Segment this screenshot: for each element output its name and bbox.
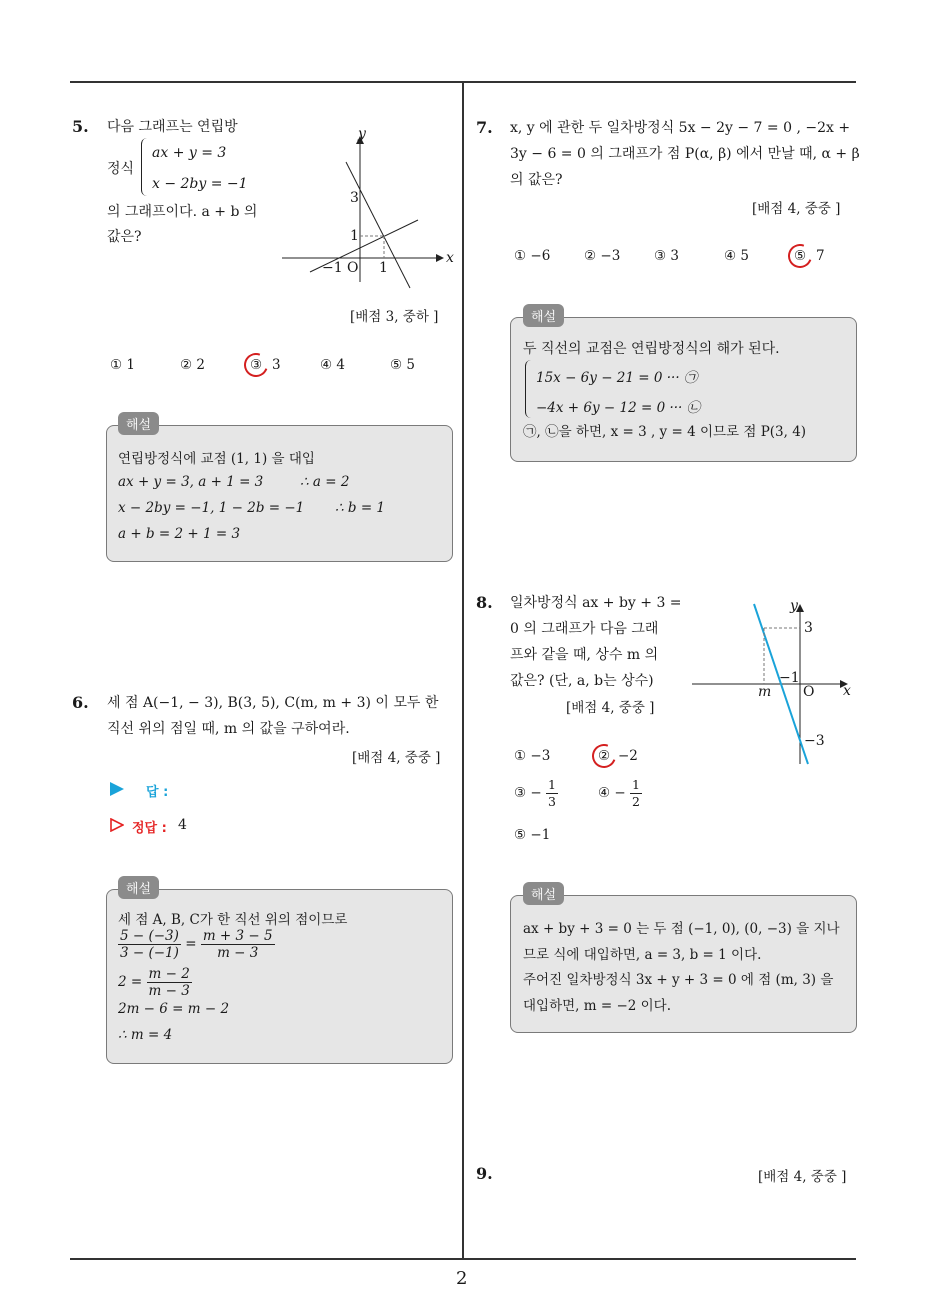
- q8-choice-3[interactable]: ③ − $\frac{1}{3}$: [514, 777, 556, 809]
- question-7-number: 7.: [476, 118, 493, 137]
- q5-graph-x-label: x: [446, 250, 454, 266]
- q5-graph-tick-1y: 1: [350, 228, 359, 244]
- q6-correct-value: 4: [178, 817, 187, 833]
- q8-line4: 값은? (단, a, b는 상수): [510, 673, 654, 689]
- q8-choice-2-mark[interactable]: ②: [598, 748, 611, 764]
- q8-score: [배점 4, 중중 ]: [566, 700, 655, 716]
- q5-graph-tick-1x: 1: [379, 260, 388, 276]
- q6-sol-fraction-1: $\frac{5 - (-3)}{3 - (-1)}$: [120, 928, 179, 961]
- q8-graph-tick-m: m: [758, 684, 772, 700]
- q7-choice-2[interactable]: ② −3: [584, 248, 621, 264]
- q8-line1: 일차방정식 ax + by + 3 =: [510, 595, 682, 611]
- column-divider: [462, 82, 464, 1260]
- q5-line4: 값은?: [107, 229, 142, 245]
- question-6-number: 6.: [72, 693, 89, 712]
- q5-sol-line2: ax + y = 3, a + 1 = 3: [118, 474, 264, 490]
- q6-correct-label: 정답 :: [132, 821, 167, 836]
- q5-graph-y-label: y: [358, 126, 366, 142]
- q8-line3: 프와 같을 때, 상수 m 의: [510, 647, 659, 663]
- q8-choices: [514, 748, 714, 848]
- question-8-number: 8.: [476, 593, 493, 612]
- q6-sol-line4: 2m − 6 = m − 2: [118, 1001, 230, 1017]
- q7-sol-eq2: −4x + 6y − 12 = 0 ··· ㉡: [536, 400, 701, 416]
- q6-score: [배점 4, 중중 ]: [352, 750, 441, 766]
- q7-score: [배점 4, 중중 ]: [752, 201, 841, 217]
- q6-sol-line5: ∴ m = 4: [118, 1027, 173, 1043]
- q5-line1: 다음 그래프는 연립방: [107, 119, 238, 135]
- q7-line3: 의 값은?: [510, 172, 563, 188]
- page-number: 2: [456, 1268, 468, 1289]
- q8-graph: [690, 598, 860, 768]
- q5-eq1: ax + y = 3: [152, 145, 227, 161]
- q8-choice-4[interactable]: ④ − $\frac{1}{2}$: [598, 777, 640, 809]
- q5-sol-line2b: ∴ a = 2: [300, 474, 350, 490]
- q6-sol-fraction-2: $\frac{m + 3 - 5}{m - 3}$: [202, 928, 273, 961]
- q6-sol-line3: 2 = $\frac{m - 2}{m - 3}$: [118, 966, 190, 999]
- q6-sol-fraction-3: $\frac{m - 2}{m - 3}$: [148, 966, 190, 999]
- q5-choice-3-value: 3: [272, 357, 281, 373]
- q7-line2: 3y − 6 = 0 의 그래프가 점 P(α, β) 에서 만날 때, α + β: [510, 146, 860, 162]
- question-5-number: 5.: [72, 117, 89, 136]
- q5-sol-line3b: ∴ b = 1: [335, 500, 386, 516]
- q8-graph-origin: O: [803, 684, 815, 700]
- q7-sol-line1: 두 직선의 교점은 연립방정식의 해가 된다.: [523, 341, 780, 357]
- q8-sol-line1: ax + by + 3 = 0 는 두 점 (−1, 0), (0, −3) 을 지나: [523, 921, 840, 937]
- q5-choice-2[interactable]: ② 2: [180, 357, 205, 373]
- q7-choice-1[interactable]: ① −6: [514, 248, 551, 264]
- q5-line3: 의 그래프이다. a + b 의: [107, 204, 258, 220]
- q8-sol-line4: 대입하면, m = −2 이다.: [523, 998, 672, 1014]
- q5-eq2: x − 2by = −1: [152, 176, 248, 192]
- q8-choice-1[interactable]: ① −3: [514, 748, 551, 764]
- q5-graph: [280, 122, 460, 292]
- q7-sol-system-brace: [525, 360, 533, 418]
- q5-choices: [110, 357, 450, 377]
- q8-graph-x-label: x: [843, 683, 851, 699]
- q8-graph-tick-3: 3: [804, 620, 813, 636]
- q8-graph-y-label: y: [790, 598, 798, 614]
- question-9-number: 9.: [476, 1164, 493, 1183]
- q8-sol-line3: 주어진 일차방정식 3x + y + 3 = 0 에 점 (m, 3) 을: [523, 972, 834, 988]
- q5-solution-tag: 해설: [118, 412, 159, 435]
- q7-sol-eq1: 15x − 6y − 21 = 0 ··· ㉠: [536, 370, 698, 386]
- q5-choice-3-mark[interactable]: ③: [250, 357, 263, 373]
- q5-sol-line1: 연립방정식에 교점 (1, 1) 을 대입: [118, 451, 315, 467]
- q6-line1: 세 점 A(−1, − 3), B(3, 5), C(m, m + 3) 이 모두 한: [107, 695, 439, 711]
- q5-graph-tick-m1: −1: [322, 260, 343, 276]
- q8-sol-line2: 므로 식에 대입하면, a = 3, b = 1 이다.: [523, 947, 762, 963]
- q5-sol-line4: a + b = 2 + 1 = 3: [118, 526, 241, 542]
- q5-sol-line3: x − 2by = −1, 1 − 2b = −1: [118, 500, 305, 516]
- q5-choice-1[interactable]: ① 1: [110, 357, 135, 373]
- q5-line2-prefix: 정식: [107, 161, 135, 177]
- q5-system-brace: [141, 138, 149, 196]
- q5-graph-tick-3: 3: [350, 190, 359, 206]
- q6-answer-arrow-icon: [110, 782, 124, 796]
- q8-graph-tick-m1: −1: [779, 670, 800, 686]
- q6-sol-line2: $\frac{5 - (-3)}{3 - (-1)}$ = $\frac{m + 3 - 5}{m - 3}$: [120, 928, 273, 961]
- q7-sol-line4: ㉠, ㉡을 하면, x = 3 , y = 4 이므로 점 P(3, 4): [523, 424, 807, 440]
- q6-answer-label: 답 :: [146, 785, 169, 800]
- q6-solution-tag: 해설: [118, 876, 159, 899]
- q9-score: [배점 4, 중중 ]: [758, 1169, 847, 1185]
- q7-choice-5-mark[interactable]: ⑤: [794, 248, 807, 264]
- q5-choice-4[interactable]: ④ 4: [320, 357, 345, 373]
- q7-solution-tag: 해설: [523, 304, 564, 327]
- bottom-rule: [70, 1258, 856, 1260]
- q7-choice-5-value: 7: [816, 248, 825, 264]
- q5-graph-origin: O: [347, 260, 359, 276]
- q7-line1: x, y 에 관한 두 일차방정식 5x − 2y − 7 = 0 , −2x +: [510, 120, 851, 136]
- q8-solution-tag: 해설: [523, 882, 564, 905]
- q6-correct-arrow-icon: [110, 818, 124, 832]
- q8-graph-tick-m3: −3: [804, 733, 825, 749]
- q7-choice-4[interactable]: ④ 5: [724, 248, 749, 264]
- q6-sol-line1: 세 점 A, B, C가 한 직선 위의 점이므로: [118, 912, 348, 928]
- q8-choice-5[interactable]: ⑤ −1: [514, 827, 551, 843]
- q7-choices: [514, 248, 854, 268]
- q5-score: [배점 3, 중하 ]: [350, 309, 439, 325]
- q8-line2: 0 의 그래프가 다음 그래: [510, 621, 659, 637]
- q5-choice-5[interactable]: ⑤ 5: [390, 357, 415, 373]
- q7-choice-3[interactable]: ③ 3: [654, 248, 679, 264]
- q6-line2: 직선 위의 점일 때, m 의 값을 구하여라.: [107, 721, 350, 737]
- q8-choice-2-value: −2: [618, 748, 638, 764]
